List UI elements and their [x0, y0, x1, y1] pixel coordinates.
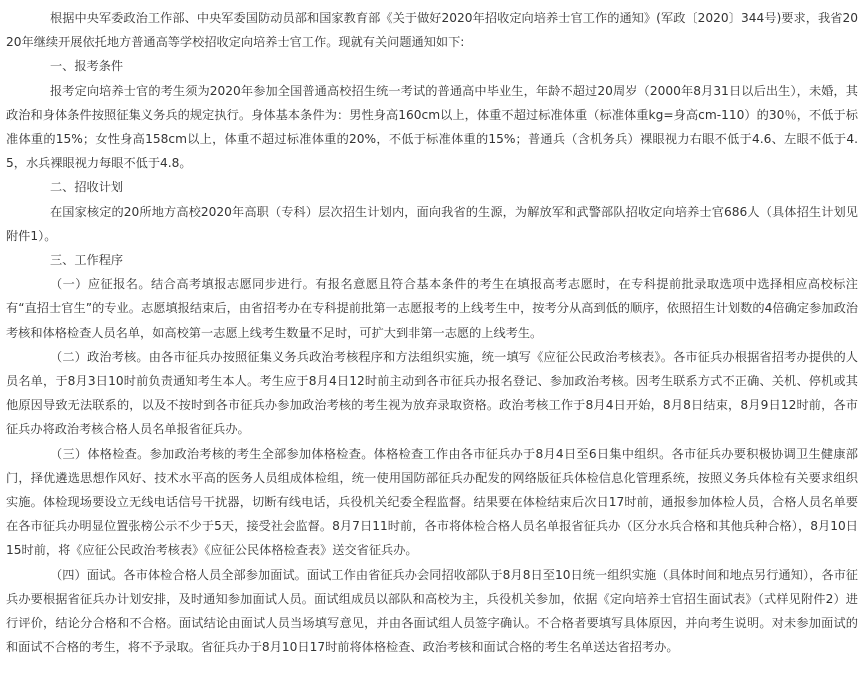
procedure-registration-paragraph: （一）应征报名。结合高考填报志愿同步进行。有报名意愿且符合基本条件的考生在填报高考志愿时，在专科提前批录取选项中选择相应高校标注有“直招士官生”的专业。志愿填报结束后，由省招考办在专科提前批第一志愿报考的上线考生中，按考分从高到低的顺序，依照招生计划数的4倍确定参加政治考核和体格检查人员名单，如高校第一志愿上线考生数量不足时，可扩大到非第一志愿的上线考生。	[6, 277, 858, 340]
procedure-interview-paragraph: （四）面试。各市体检合格人员全部参加面试。面试工作由省征兵办会同招收部队于8月8日至10日统一组织实施（具体时间和地点另行通知），各市征兵办要根据省征兵办计划安排，及时通知参加面试人员。面试组成员以部队和高校为主，兵役机关参加，依据《定向培养士官招生面试表》（式样见附件2）进行评价，结论分合格和不合格。面试结论由面试人员当场填写意见，并由各面试组人员签字确认。不合格者要填写具体原因，并向考生说明。对未参加面试的和面试不合格的考生，将不予录取。省征兵办于8月10日17时前将体格检查、政治考核和面试合格的考生名单送达省招考办。	[6, 567, 858, 655]
intro-paragraph: 根据中央军委政治工作部、中央军委国防动员部和国家教育部《关于做好2020年招收定向培养士官工作的通知》(军政〔2020〕344号)要求，我省2020年继续开展依托地方普通高等学校招收定向培养士官工作。现就有关问题通知如下:	[6, 11, 858, 50]
conditions-paragraph: 报考定向培养士官的考生须为2020年参加全国普通高校招生统一考试的普通高中毕业生，年龄不超过20周岁（2000年8月31日以后出生），未婚，其政治和身体条件按照征集义务兵的规定执行。身体基本条件为：男性身高160cm以上，体重不超过标准体重（标准体重kg=身高cm-110）的30％，不低于标准体重的15%；女性身高158cm以上，体重不超过标准体重的20%，不低于标准体重的15%；普通兵（含机务兵）裸眼视力右眼不低于4.6、左眼不低于4.5，水兵裸眼视力每眼不低于4.8。	[6, 83, 858, 171]
procedure-physical-exam-paragraph: （三）体格检查。参加政治考核的考生全部参加体格检查。体格检查工作由各市征兵办于8月4日至6日集中组织。各市征兵办要积极协调卫生健康部门，择优遴选思想作风好、技术水平高的医务人员组成体检组，统一使用国防部征兵办配发的网络版征兵体检信息化管理系统，按照义务兵体检有关要求组织实施。体检现场要设立无线电话信号干扰器，切断有线电话，兵役机关纪委全程监督。结果要在体检结束后次日17时前，通报参加体检人员，合格人员名单要在各市征兵办明显位置张榜公示不少于5天，接受社会监督。8月7日11时前，各市将体检合格人员名单报省征兵办（区分水兵合格和其他兵种合格），8月10日15时前，将《应征公民政治考核表》《应征公民体格检查表》送交省征兵办。	[6, 446, 858, 558]
section-heading-conditions: 一、报考条件	[50, 59, 124, 74]
section-heading-plan: 二、招收计划	[50, 180, 124, 195]
section-heading-procedure: 三、工作程序	[50, 253, 124, 268]
plan-paragraph: 在国家核定的20所地方高校2020年高职（专科）层次招生计划内，面向我省的生源，为解放军和武警部队招收定向培养士官686人（具体招生计划见附件1）。	[6, 204, 858, 243]
procedure-political-review-paragraph: （二）政治考核。由各市征兵办按照征集义务兵政治考核程序和方法组织实施，统一填写《应征公民政治考核表》。各市征兵办根据省招考办提供的人员名单，于8月3日10时前负责通知考生本人。考生应于8月4日12时前主动到各市征兵办报名登记、参加政治考核。因考生联系方式不正确、关机、停机或其他原因导致无法联系的，以及不按时到各市征兵办参加政治考核的考生视为放弃录取资格。政治考核工作于8月4日开始，8月8日结束，8月9日12时前，各市征兵办将政治考核合格人员名单报省征兵办。	[6, 349, 858, 437]
